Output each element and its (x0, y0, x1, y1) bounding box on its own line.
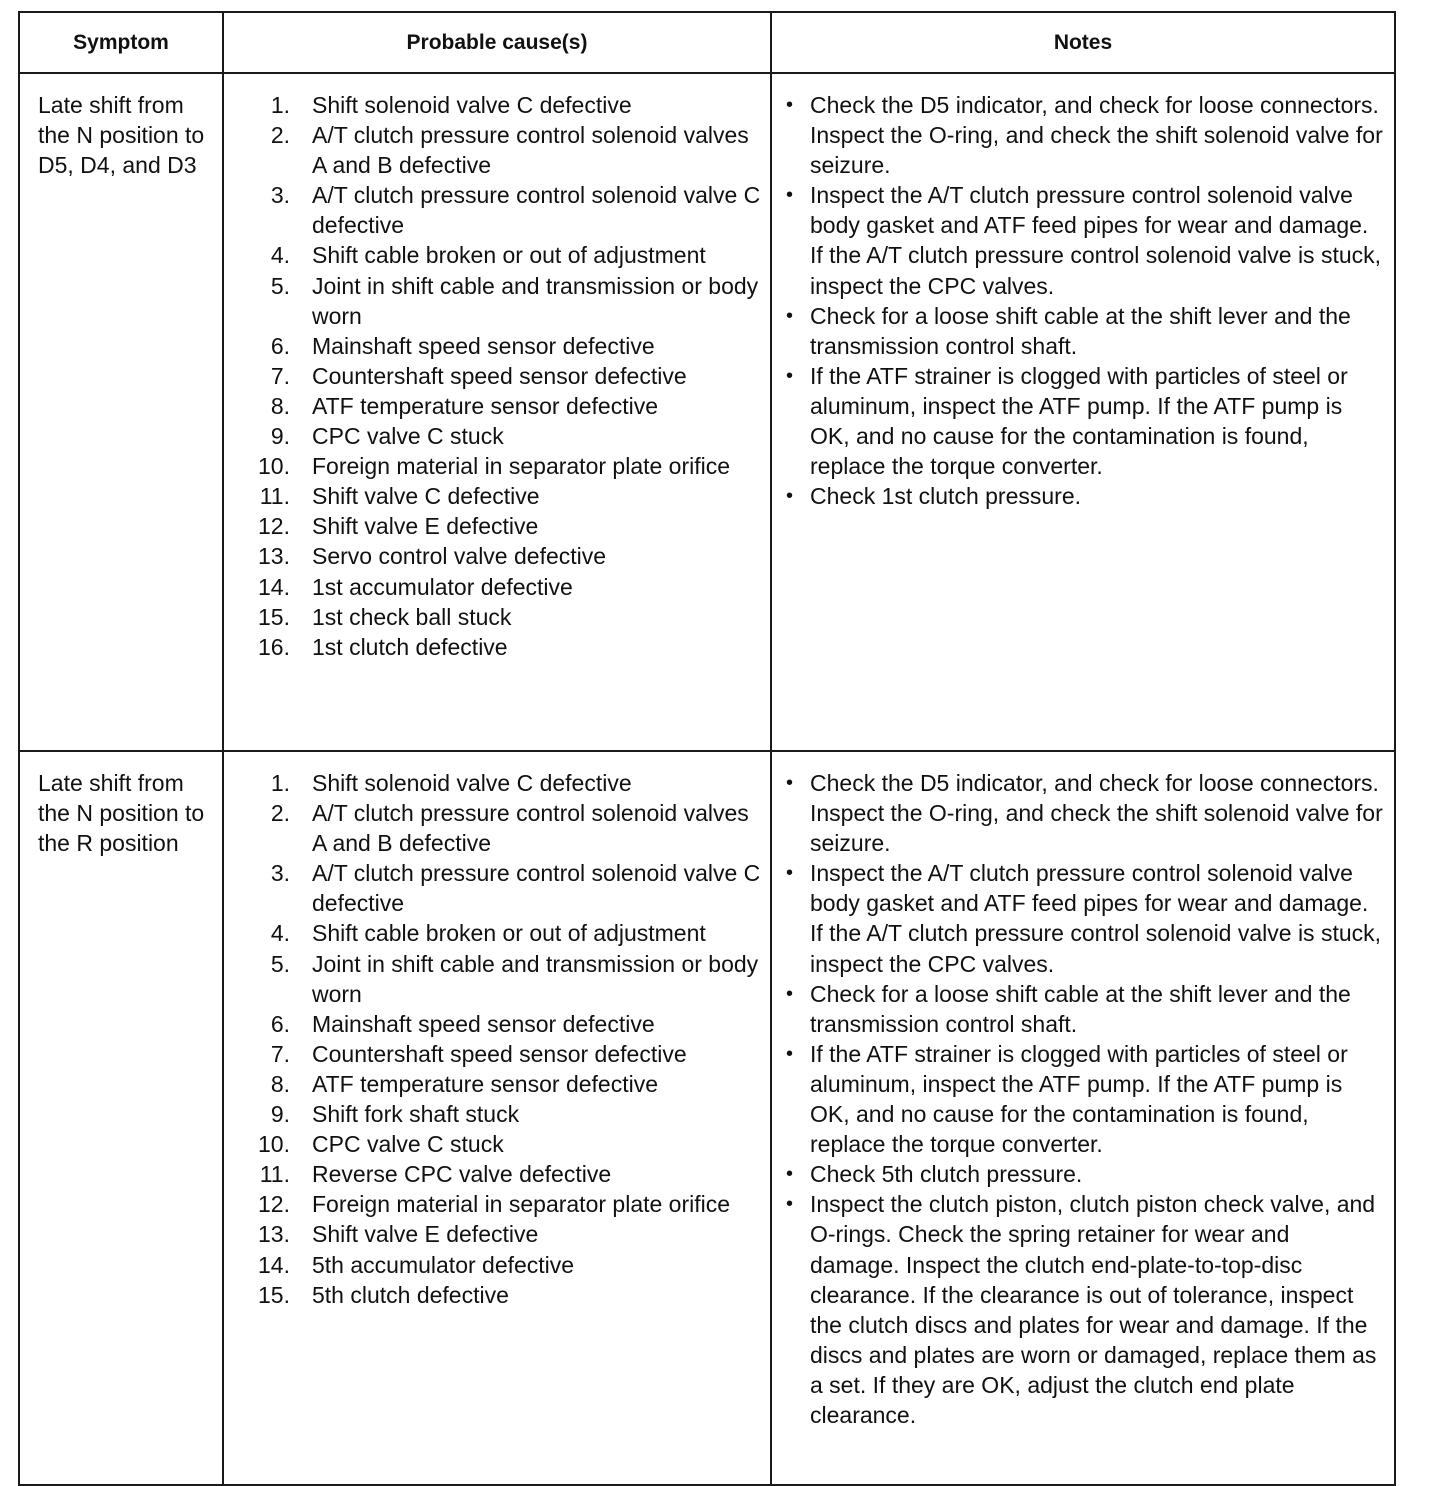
list-item: 11. Shift valve C defective (259, 483, 540, 510)
list-item: 14. 1st accumulator defective (258, 573, 573, 600)
notes-cell (771, 73, 1395, 751)
header-row (19, 12, 1395, 73)
list-item: • Check for a loose shift cable at the shift lever and the transmission control shaft. (786, 302, 1351, 359)
symptom-cell: Late shift from the N position to the R position (19, 751, 223, 1485)
bullet-icon: • (786, 1163, 794, 1186)
list-item: 8. ATF temperature sensor defective (270, 1070, 658, 1097)
list-item: 16. 1st clutch defective (258, 633, 508, 660)
note-list (784, 768, 1384, 1430)
list-item: 1. Shift solenoid valve C defective (270, 770, 632, 796)
list-item: 2. A/T clutch pressure control solenoid valves A and B defective (270, 122, 749, 179)
bullet-icon: • (786, 184, 794, 207)
causes-cell (223, 73, 771, 751)
list-item: • Check for a loose shift cable at the shift lever and the transmission control shaft. (786, 980, 1351, 1037)
list-item: 3. A/T clutch pressure control solenoid valve C defective (270, 182, 761, 239)
bullet-icon: • (786, 1193, 794, 1216)
bullet-icon: • (786, 982, 794, 1005)
list-item: 9. Shift fork shaft stuck (270, 1101, 520, 1128)
bullet-icon: • (786, 364, 794, 387)
cause-list (224, 768, 764, 1310)
list-item: 3. A/T clutch pressure control solenoid valve C defective (270, 860, 761, 917)
causes-cell (223, 751, 771, 1485)
list-item: 4. Shift cable broken or out of adjustment (270, 920, 706, 947)
list-item: • Check the D5 indicator, and check for loose connectors. Inspect the O-ring, and check the shift solenoid valve for seizure. (786, 92, 1383, 179)
list-item: 2. A/T clutch pressure control solenoid valves A and B defective (270, 800, 749, 857)
header-symptom: Symptom (19, 12, 223, 73)
list-item: 10. Foreign material in separator plate orifice (258, 453, 731, 480)
list-item: • If the ATF strainer is clogged with particles of steel or aluminum, inspect the ATF pump. If the ATF pump is OK, and no cause for the contamination is found, replace the torque converter. (786, 362, 1348, 480)
bullet-icon: • (786, 862, 794, 885)
list-item: • If the ATF strainer is clogged with particles of steel or aluminum, inspect the ATF pump. If the ATF pump is OK, and no cause for the contamination is found, replace the torque converter. (786, 1040, 1348, 1158)
list-item: • Inspect the clutch piston, clutch piston check valve, and O-rings. Check the spring retainer for wear and damage. Inspect the clutch end-plate-to-top-disc clearance. If the clearance is out of tolerance, inspect the clutch discs and plates for wear and damage. If the discs and plates are worn or damaged, replace them as a set. If they are OK, adjust the clutch end plate clearance. (786, 1191, 1377, 1428)
troubleshooting-table (18, 11, 1396, 1486)
symptom-cell: Late shift from the N position to D5, D4, and D3 (19, 73, 223, 751)
list-item: 5. Joint in shift cable and transmission or body worn (270, 950, 759, 1007)
note-list (784, 90, 1384, 511)
list-item: 6. Mainshaft speed sensor defective (270, 332, 655, 359)
list-item: • Check 5th clutch pressure. (784, 1159, 1384, 1189)
list-item: 1. Shift solenoid valve C defective (270, 92, 632, 118)
list-item: • Inspect the A/T clutch pressure control solenoid valve body gasket and ATF feed pipes for wear and damage. If the A/T clutch pressure control solenoid valve is stuck, inspect the CPC valves. (786, 860, 1382, 977)
list-item: 13. Shift valve E defective (258, 1221, 539, 1248)
cause-list (224, 90, 764, 662)
list-item: 10. CPC valve C stuck (258, 1131, 504, 1158)
list-item: 11. Reverse CPC valve defective (259, 1161, 612, 1188)
list-item: • Check 1st clutch pressure. (784, 481, 1384, 511)
list-item: 13. Servo control valve defective (258, 543, 607, 570)
bullet-icon: • (786, 1042, 794, 1065)
list-item: 6. Mainshaft speed sensor defective (270, 1010, 655, 1037)
table-row (19, 751, 1395, 1485)
list-item: • Inspect the A/T clutch pressure control solenoid valve body gasket and ATF feed pipes for wear and damage. If the A/T clutch pressure control solenoid valve is stuck, inspect the CPC valves. (786, 182, 1382, 299)
list-item: 12. Foreign material in separator plate orifice (258, 1191, 731, 1218)
list-item: 9. CPC valve C stuck (270, 423, 504, 450)
list-item: 14. 5th accumulator defective (258, 1251, 575, 1278)
header-probable-causes: Probable cause(s) (223, 12, 771, 73)
notes-cell (771, 751, 1395, 1485)
list-item: 4. Shift cable broken or out of adjustment (270, 242, 706, 269)
table-row (19, 73, 1395, 751)
bullet-icon: • (786, 304, 794, 327)
list-item: 15. 1st check ball stuck (258, 603, 512, 630)
list-item: 12. Shift valve E defective (258, 513, 539, 540)
list-item: 15. 5th clutch defective (258, 1281, 509, 1308)
list-item: 7. Countershaft speed sensor defective (270, 362, 687, 389)
list-item: 7. Countershaft speed sensor defective (270, 1040, 687, 1067)
list-item: 5. Joint in shift cable and transmission or body worn (270, 272, 759, 329)
list-item: • Check the D5 indicator, and check for loose connectors. Inspect the O-ring, and check the shift solenoid valve for seizure. (786, 770, 1383, 857)
bullet-icon: • (786, 94, 794, 116)
header-notes: Notes (771, 12, 1395, 73)
bullet-icon: • (786, 772, 794, 794)
list-item: 8. ATF temperature sensor defective (270, 392, 658, 419)
bullet-icon: • (786, 485, 794, 508)
